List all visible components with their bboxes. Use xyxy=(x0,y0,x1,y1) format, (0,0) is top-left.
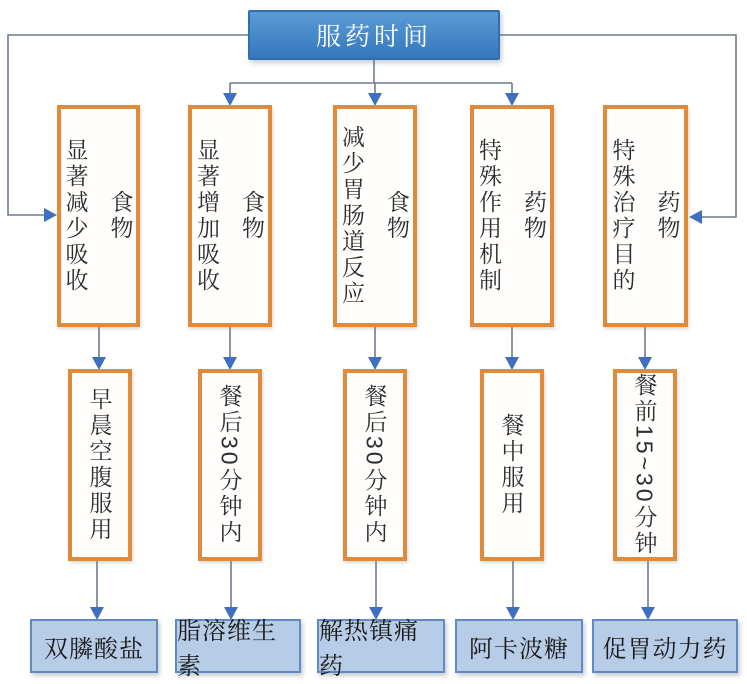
timing-node-3 xyxy=(343,369,407,561)
reason-node-2 xyxy=(188,105,272,327)
timing-node-4 xyxy=(480,369,544,561)
arrowhead-icon xyxy=(689,210,702,224)
connector-reason-to-timing xyxy=(92,327,652,370)
drug-label: 解热镇痛药 xyxy=(319,618,419,680)
arrowhead-icon xyxy=(44,208,57,222)
reason-label: 特殊作用机制 xyxy=(476,138,502,294)
category-label: 食物 xyxy=(384,190,410,242)
timing-label: 早晨空腹服用 xyxy=(86,387,113,543)
category-label: 食物 xyxy=(107,190,134,242)
drug-label: 促胃动力药 xyxy=(602,635,728,663)
root-node-label: 服药时间 xyxy=(315,23,432,51)
root-node xyxy=(248,10,500,60)
drug-node-5 xyxy=(592,619,738,673)
timing-label: 餐后30分钟内 xyxy=(216,384,243,546)
category-label: 药物 xyxy=(654,190,681,242)
timing-node-2 xyxy=(198,369,262,561)
reason-label: 减少胃肠道反应 xyxy=(339,125,365,307)
timing-label: 餐前15~30分钟 xyxy=(631,373,658,557)
timing-node-5 xyxy=(613,369,677,561)
drug-label: 双膦酸盐 xyxy=(44,635,144,663)
reason-node-1 xyxy=(57,105,140,327)
drug-node-3 xyxy=(317,618,445,680)
drug-node-2 xyxy=(175,618,301,680)
timing-label: 餐后30分钟内 xyxy=(361,384,388,546)
connector-top-branch xyxy=(223,60,519,106)
drug-label: 阿卡波糖 xyxy=(469,635,569,663)
timing-label: 餐中服用 xyxy=(498,413,525,517)
drug-node-4 xyxy=(455,619,583,673)
reason-label: 显著增加吸收 xyxy=(194,138,220,294)
reason-node-3 xyxy=(333,105,417,327)
category-label: 食物 xyxy=(239,190,265,242)
reason-label: 特殊治疗目的 xyxy=(609,138,636,294)
category-label: 药物 xyxy=(521,190,547,242)
drug-label: 脂溶维生素 xyxy=(177,618,277,680)
drug-node-1 xyxy=(30,619,158,673)
reason-label: 显著减少吸收 xyxy=(62,138,89,294)
timing-node-1 xyxy=(68,369,132,561)
reason-node-4 xyxy=(470,105,554,327)
reason-node-5 xyxy=(603,105,688,327)
